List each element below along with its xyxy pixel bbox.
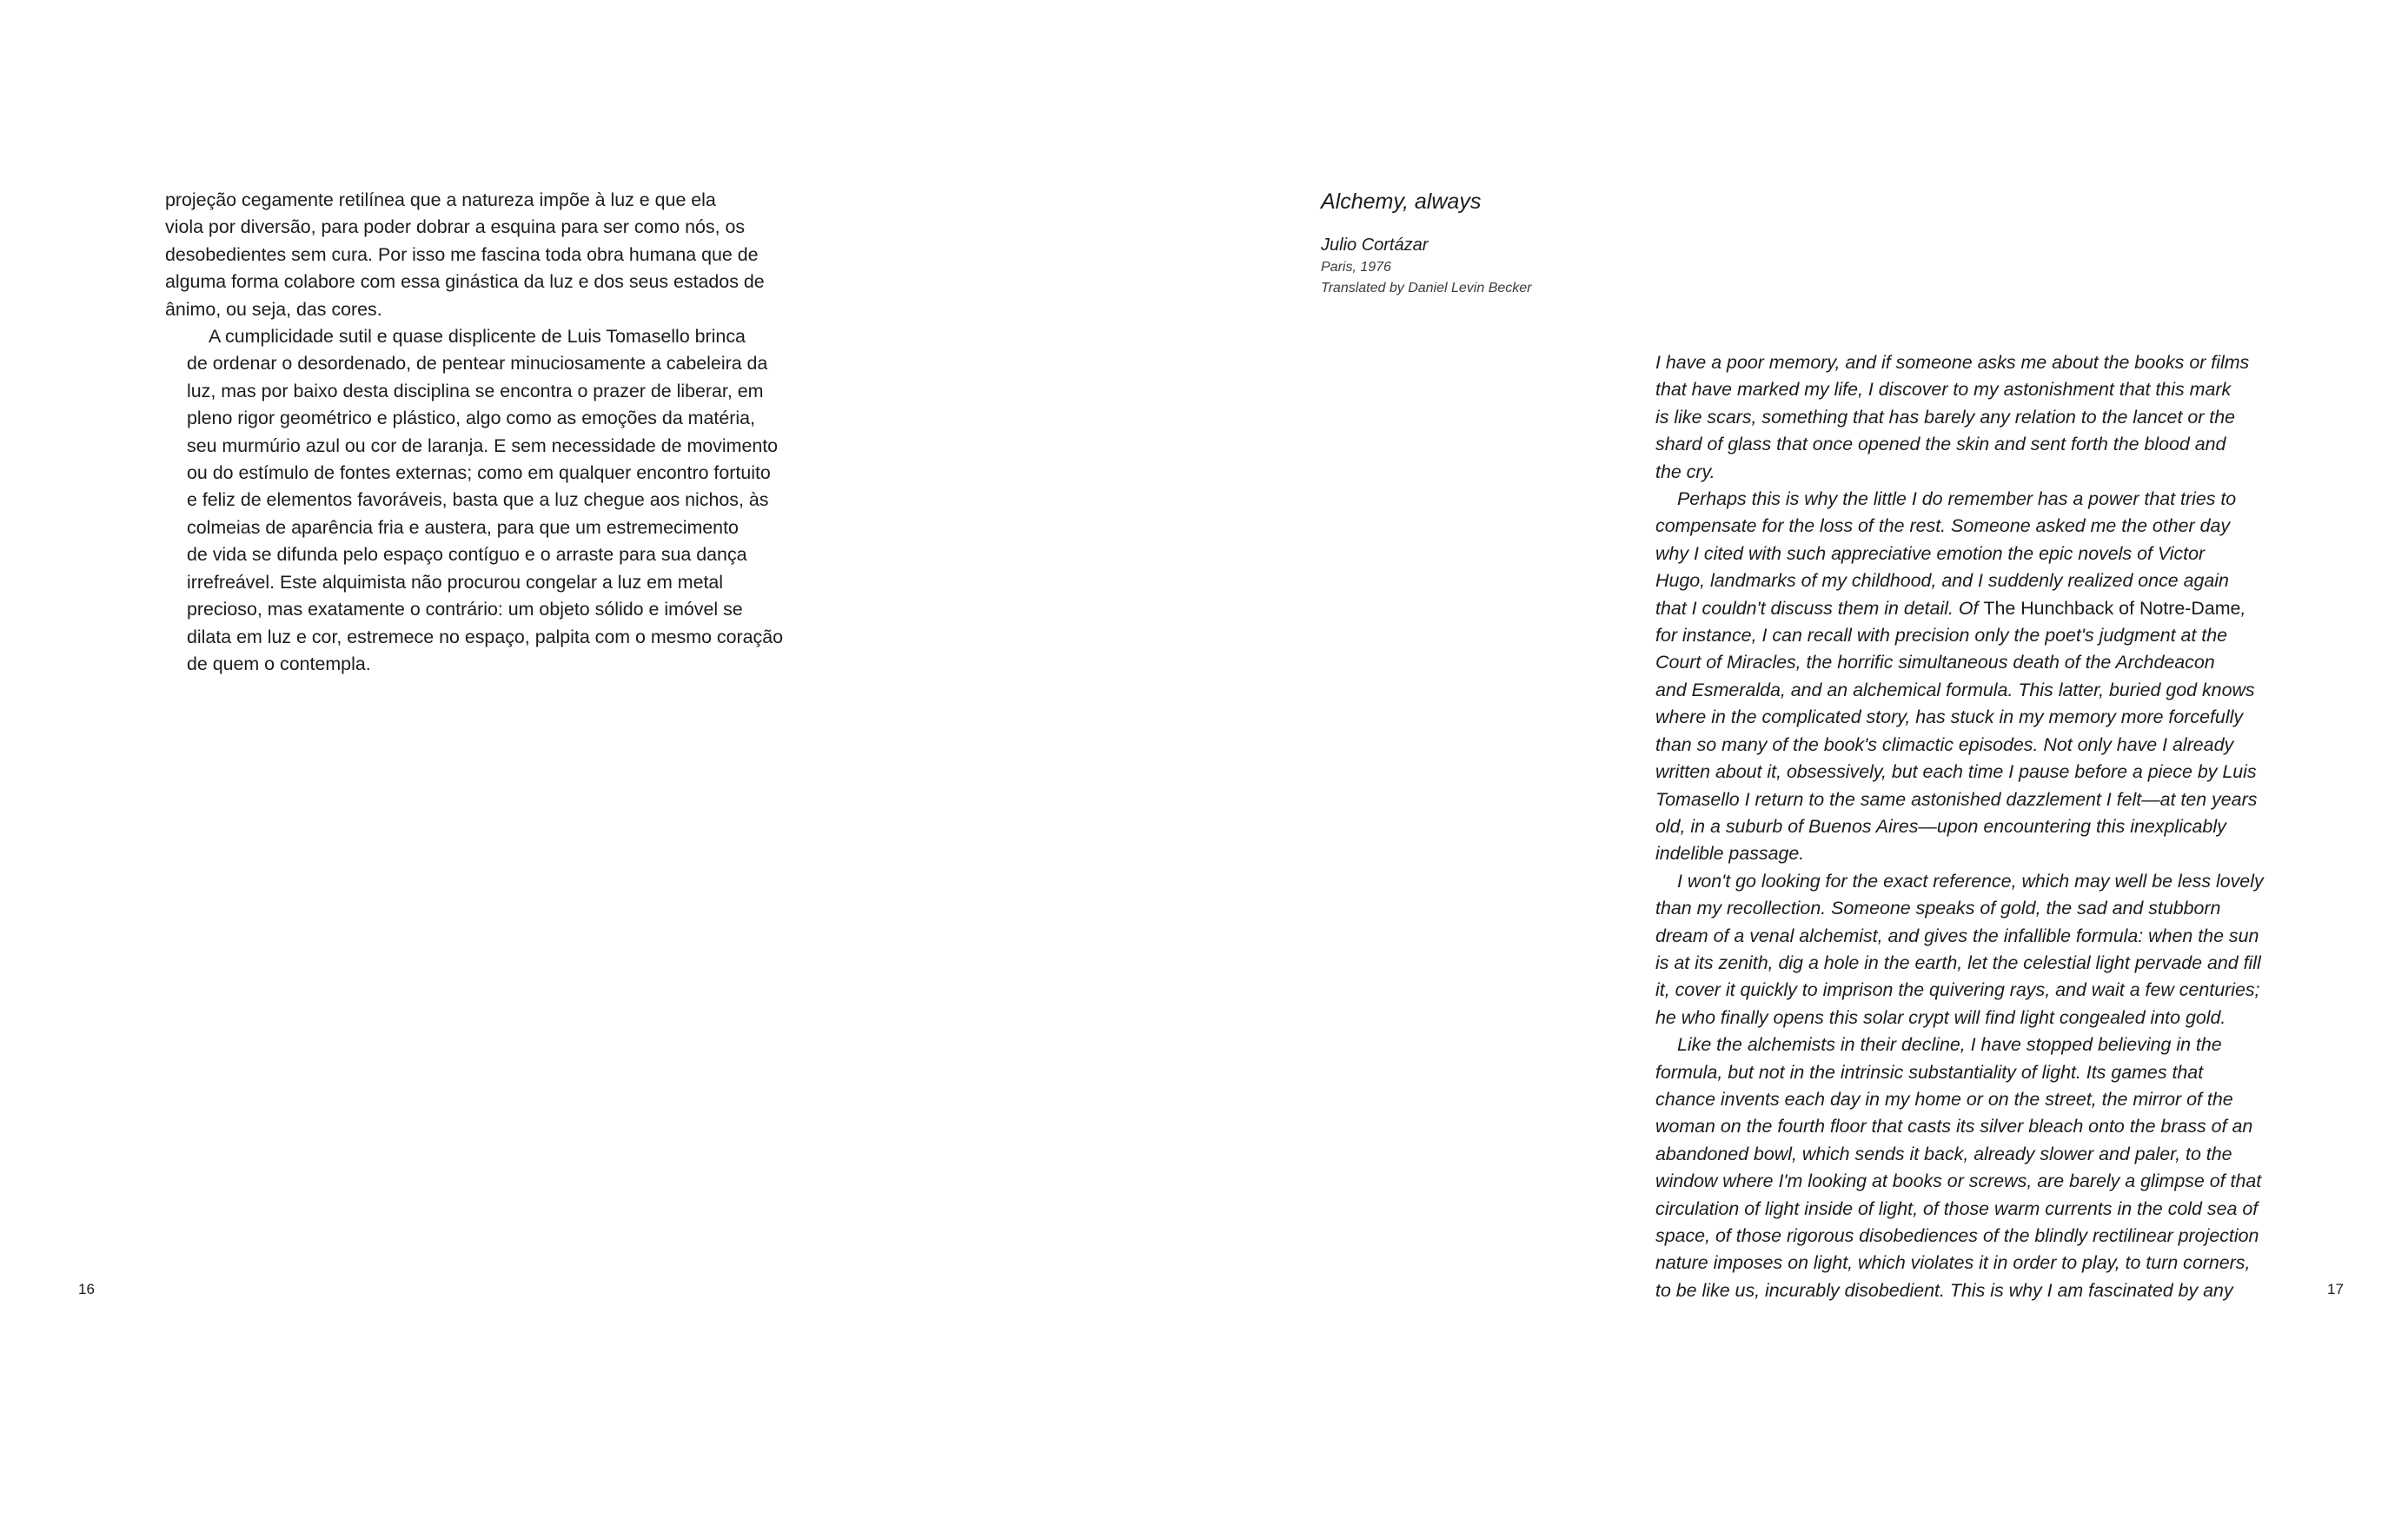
text-line: than so many of the book's climactic episodes. Not only have I already <box>1655 733 2234 755</box>
text-line: projeção cegamente retilínea que a natureza impõe à luz e que ela <box>165 189 716 210</box>
text-line: pleno rigor geométrico e plástico, algo como as emoções da matéria, <box>187 408 755 429</box>
text-line: de ordenar o desordenado, de pentear minuciosamente a cabeleira da <box>187 353 768 375</box>
text-line: irrefreável. Este alquimista não procurou congelar a luz em metal <box>187 571 724 593</box>
text-line: for instance, I can recall with precision only the poet's judgment at the <box>1655 625 2228 647</box>
right-paragraph-3 <box>1655 868 2281 1031</box>
text-line: circulation of light inside of light, of those warm currents in the cold sea of <box>1655 1197 2259 1219</box>
text-line: nature imposes on light, which violates it in order to play, to turn corners, <box>1655 1252 2251 1274</box>
text-line: alguma forma colabore com essa ginástica da luz e dos seus estados de <box>165 271 765 293</box>
text-line: is like scars, something that has barely any relation to the lancet or the <box>1655 406 2236 428</box>
text-line: it, cover it quickly to imprison the quivering rays, and wait a few centuries; <box>1655 979 2260 1001</box>
text-segment: , <box>2240 597 2246 619</box>
text-line: to be like us, incurably disobedient. This is why I am fascinated by any <box>1655 1279 2233 1301</box>
text-line: written about it, obsessively, but each time I pause before a piece by Luis <box>1655 761 2257 783</box>
left-paragraph-1 <box>165 187 773 323</box>
right-body-text <box>1655 349 2281 1304</box>
page-number-right: 17 <box>2327 1281 2344 1297</box>
page-number-left: 16 <box>78 1281 95 1297</box>
left-body-text <box>165 187 784 678</box>
text-line: Perhaps this is why the little I do remember has a power that tries to <box>1677 488 2237 510</box>
text-line: de quem o contempla. <box>187 653 371 674</box>
essay-header <box>1321 186 1532 299</box>
author-name: Julio Cortázar <box>1321 235 1429 255</box>
text-line: Like the alchemists in their decline, I have stopped believing in the <box>1677 1034 2222 1056</box>
book-title: The Hunchback of Notre-Dame <box>1983 597 2241 619</box>
text-line: than my recollection. Someone speaks of gold, the sad and stubborn <box>1655 898 2221 919</box>
text-line: where in the complicated story, has stuck in my memory more forcefully <box>1655 706 2244 728</box>
text-line: de vida se difunda pelo espaço contíguo e o arraste para sua dança <box>187 544 747 566</box>
text-line: Hugo, landmarks of my childhood, and I suddenly realized once again <box>1655 570 2229 592</box>
translator-credit: Translated by Daniel Levin Becker <box>1321 281 1532 295</box>
text-line: the cry. <box>1655 461 1715 482</box>
text-line: and Esmeralda, and an alchemical formula. This latter, buried god knows <box>1655 679 2255 700</box>
text-line: I won't go looking for the exact reference, which may well be less lovely <box>1677 870 2264 892</box>
text-line: old, in a suburb of Buenos Aires—upon encountering this inexplicably <box>1655 815 2226 837</box>
text-line: woman on the fourth floor that casts its silver bleach onto the brass of an <box>1655 1116 2253 1137</box>
text-line: he who finally opens this solar crypt will find light congealed into gold. <box>1655 1006 2226 1028</box>
text-line: window where I'm looking at books or screws, are barely a glimpse of that <box>1655 1171 2262 1192</box>
text-line: why I cited with such appreciative emotion the epic novels of Victor <box>1655 542 2206 564</box>
right-paragraph-4 <box>1655 1031 2281 1304</box>
text-line: chance invents each day in my home or on the street, the mirror of the <box>1655 1088 2233 1110</box>
text-line: A cumplicidade sutil e quase displicente de Luis Tomasello brinca <box>209 326 746 348</box>
text-line <box>1655 595 2281 622</box>
text-line: colmeias de aparência fria e austera, para que um estremecimento <box>187 516 739 538</box>
text-line: indelible passage. <box>1655 843 1805 865</box>
text-line: viola por diversão, para poder dobrar a esquina para ser como nós, os <box>165 216 746 238</box>
right-paragraph-1 <box>1655 349 2281 486</box>
text-line: abandoned bowl, which sends it back, already slower and paler, to the <box>1655 1143 2232 1164</box>
text-segment: that I couldn't discuss them in detail. Of <box>1655 597 1984 619</box>
text-line: space, of those rigorous disobediences of the blindly rectilinear projection <box>1655 1225 2259 1246</box>
essay-title: Alchemy, always <box>1321 189 1482 214</box>
text-line: dream of a venal alchemist, and gives the infallible formula: when the sun <box>1655 925 2259 946</box>
place-date: Paris, 1976 <box>1321 260 1391 275</box>
text-line: compensate for the loss of the rest. Someone asked me the other day <box>1655 515 2231 537</box>
text-line: luz, mas por baixo desta disciplina se encontra o prazer de liberar, em <box>187 380 764 401</box>
text-line: ou do estímulo de fontes externas; como em qualquer encontro fortuito <box>187 462 771 484</box>
text-line: desobedientes sem cura. Por isso me fascina toda obra humana que de <box>165 243 759 265</box>
text-line: precioso, mas exatamente o contrário: um objeto sólido e imóvel se <box>187 599 743 620</box>
text-line: e feliz de elementos favoráveis, basta que a luz chegue aos nichos, às <box>187 489 769 511</box>
text-line: shard of glass that once opened the skin and sent forth the blood and <box>1655 434 2226 455</box>
right-paragraph-2 <box>1655 486 2281 868</box>
text-line: is at its zenith, dig a hole in the earth, let the celestial light pervade and fill <box>1655 952 2261 973</box>
text-line: Court of Miracles, the horrific simultaneous death of the Archdeacon <box>1655 652 2215 673</box>
left-paragraph-2 <box>165 323 784 678</box>
text-line: I have a poor memory, and if someone asks me about the books or films <box>1655 352 2250 373</box>
text-line: formula, but not in the intrinsic substantiality of light. Its games that <box>1655 1061 2204 1083</box>
text-line: dilata em luz e cor, estremece no espaço, palpita com o mesmo coração <box>187 626 784 647</box>
text-line: seu murmúrio azul ou cor de laranja. E sem necessidade de movimento <box>187 434 779 456</box>
text-line: Tomasello I return to the same astonished dazzlement I felt—at ten years <box>1655 788 2258 810</box>
text-line: that have marked my life, I discover to my astonishment that this mark <box>1655 379 2232 401</box>
text-line: ânimo, ou seja, das cores. <box>165 298 382 320</box>
